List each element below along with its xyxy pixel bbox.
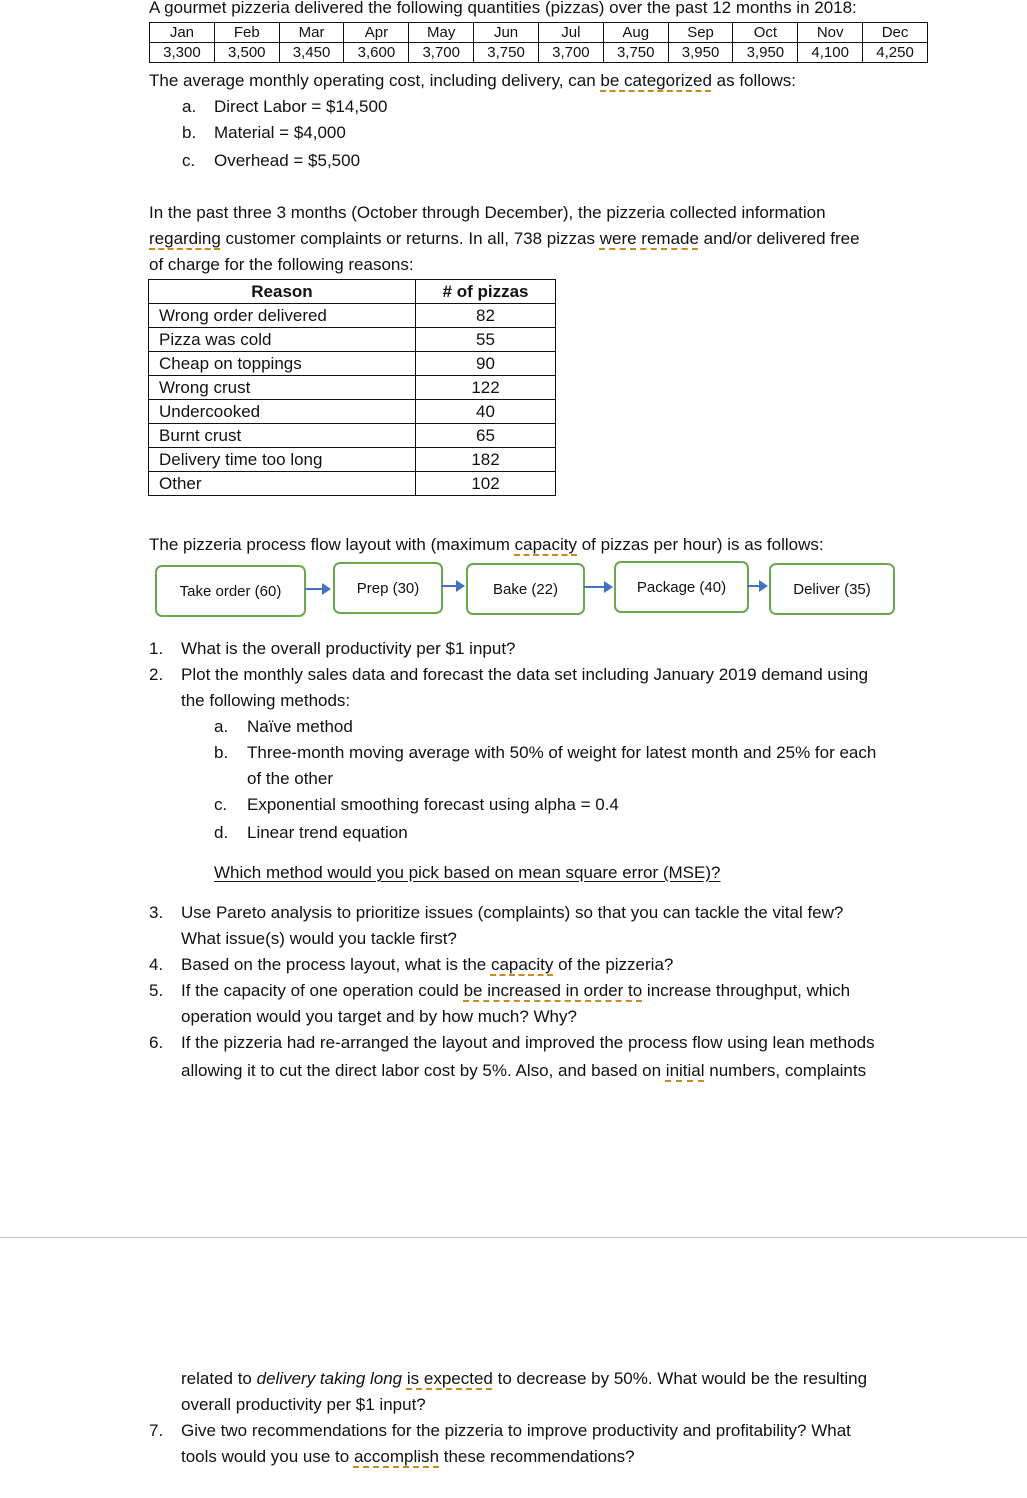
month-cell: Mar — [279, 23, 344, 43]
quantity-cell: 3,750 — [603, 43, 668, 63]
question-number: 3. — [149, 903, 164, 922]
reason-cell: Cheap on toppings — [149, 352, 416, 376]
spelling-flag: is expected — [406, 1369, 493, 1388]
cost-marker: c. — [182, 151, 196, 170]
reason-cell: Other — [149, 472, 416, 496]
month-cell: May — [409, 23, 474, 43]
question-text: Based on the process layout, what is the — [181, 955, 491, 974]
month-cell: Sep — [668, 23, 733, 43]
cost-marker: a. — [182, 97, 197, 116]
quantity-cell: 3,450 — [279, 43, 344, 63]
flow-arrow-icon — [305, 588, 329, 590]
question-text: to decrease by 50%. What would be the resulting — [492, 1369, 868, 1388]
table-row — [149, 376, 556, 400]
question-6-continued — [181, 1366, 867, 1392]
column-header: # of pizzas — [416, 280, 556, 304]
quantity-cell: 3,950 — [733, 43, 798, 63]
quantities-row — [150, 43, 928, 63]
question-6-continued: overall productivity per $1 input? — [181, 1395, 426, 1414]
cost-item: Material = $4,000 — [214, 123, 346, 142]
spelling-flag: be categorized — [600, 71, 712, 90]
process-step-deliver — [769, 563, 895, 615]
process-step-take-order — [155, 565, 306, 617]
complaints-paragraph: In the past three 3 months (October through December), the pizzeria collected information — [149, 203, 826, 222]
process-step-bake — [466, 563, 585, 615]
process-intro-text: of pizzas per hour) is as follows: — [577, 535, 824, 554]
cost-intro-text: as follows: — [711, 71, 797, 90]
month-cell: Feb — [214, 23, 279, 43]
spelling-flag: accomplish — [353, 1447, 439, 1466]
month-cell: Apr — [344, 23, 409, 43]
question-number: 1. — [149, 639, 164, 658]
table-row — [149, 400, 556, 424]
question-emphasis: delivery taking long — [256, 1369, 403, 1388]
month-cell: Jul — [538, 23, 603, 43]
question-5 — [181, 978, 850, 1004]
month-cell: Dec — [863, 23, 928, 43]
spelling-flag: be increased in order to — [463, 981, 643, 1000]
table-row — [149, 304, 556, 328]
question-number: 7. — [149, 1421, 164, 1440]
process-intro-text: The pizzeria process flow layout with (maximum — [149, 535, 515, 554]
count-cell: 40 — [416, 400, 556, 424]
method-marker: b. — [214, 743, 229, 762]
reason-cell: Delivery time too long — [149, 448, 416, 472]
page-break-divider — [0, 1237, 1027, 1238]
spelling-flag: regarding — [149, 229, 221, 248]
month-cell: Aug — [603, 23, 668, 43]
process-step-prep — [333, 562, 443, 614]
question-1: What is the overall productivity per $1 input? — [181, 639, 516, 658]
table-header-row — [149, 280, 556, 304]
count-cell: 182 — [416, 448, 556, 472]
quantity-cell: 3,300 — [150, 43, 215, 63]
table-row — [149, 352, 556, 376]
method-marker: d. — [214, 823, 229, 842]
method-item: Linear trend equation — [247, 823, 408, 842]
table-row — [149, 472, 556, 496]
month-cell: Jan — [150, 23, 215, 43]
method-marker: c. — [214, 795, 228, 814]
question-6: If the pizzeria had re-arranged the layout and improved the process flow using lean methods — [181, 1033, 875, 1052]
question-text: these recommendations? — [439, 1447, 635, 1466]
reason-cell: Pizza was cold — [149, 328, 416, 352]
column-header: Reason — [149, 280, 416, 304]
complaints-text: and/or delivered free — [698, 229, 860, 248]
mse-question: Which method would you pick based on mean square error (MSE)? — [214, 863, 721, 882]
process-step-label: Bake (22) — [492, 580, 559, 598]
quantity-cell: 3,750 — [474, 43, 539, 63]
cost-item: Direct Labor = $14,500 — [214, 97, 388, 116]
process-step-label: Take order (60) — [179, 582, 282, 600]
quantity-cell: 3,700 — [409, 43, 474, 63]
reason-cell: Wrong crust — [149, 376, 416, 400]
spelling-flag: initial — [665, 1061, 705, 1080]
month-cell: Nov — [798, 23, 863, 43]
question-6 — [181, 1058, 866, 1084]
table-row — [149, 424, 556, 448]
question-7: Give two recommendations for the pizzeria to improve productivity and profitability? What — [181, 1421, 851, 1440]
question-text: allowing it to cut the direct labor cost by 5%. Also, and based on — [181, 1061, 666, 1080]
complaints-paragraph: of charge for the following reasons: — [149, 255, 414, 274]
count-cell: 65 — [416, 424, 556, 448]
question-number: 4. — [149, 955, 164, 974]
question-text: increase throughput, which — [642, 981, 851, 1000]
count-cell: 82 — [416, 304, 556, 328]
question-2: the following methods: — [181, 691, 351, 710]
table-row — [149, 328, 556, 352]
question-text: If the capacity of one operation could — [181, 981, 464, 1000]
question-text: tools would you use to — [181, 1447, 354, 1466]
quantity-cell: 4,250 — [863, 43, 928, 63]
question-number: 2. — [149, 665, 164, 684]
question-4 — [181, 952, 673, 978]
method-item: Exponential smoothing forecast using alpha = 0.4 — [247, 795, 619, 814]
question-5: operation would you target and by how much? Why? — [181, 1007, 577, 1026]
method-item: of the other — [247, 769, 334, 788]
intro-text: A gourmet pizzeria delivered the following quantities (pizzas) over the past 12 months in 2018: — [149, 0, 857, 17]
quantity-cell: 3,500 — [214, 43, 279, 63]
question-3: What issue(s) would you tackle first? — [181, 929, 457, 948]
process-step-label: Package (40) — [636, 578, 727, 596]
complaints-text: customer complaints or returns. In all, 738 pizzas — [220, 229, 600, 248]
month-cell: Oct — [733, 23, 798, 43]
question-text: related to — [181, 1369, 257, 1388]
flow-arrow-icon — [584, 586, 611, 588]
flow-arrow-icon — [747, 585, 766, 587]
question-7 — [181, 1444, 635, 1470]
quantity-cell: 3,950 — [668, 43, 733, 63]
question-2: Plot the monthly sales data and forecast the data set including January 2019 demand using — [181, 665, 869, 684]
count-cell: 55 — [416, 328, 556, 352]
process-step-label: Prep (30) — [356, 579, 420, 597]
monthly-quantities-table — [149, 22, 928, 63]
question-3: Use Pareto analysis to prioritize issues (complaints) so that you can tackle the vital few? — [181, 903, 844, 922]
quantity-cell: 4,100 — [798, 43, 863, 63]
quantity-cell: 3,700 — [538, 43, 603, 63]
method-item: Three-month moving average with 50% of weight for latest month and 25% for each — [247, 743, 877, 762]
count-cell: 122 — [416, 376, 556, 400]
count-cell: 90 — [416, 352, 556, 376]
spelling-flag: were remade — [599, 229, 699, 248]
process-step-label: Deliver (35) — [793, 580, 871, 598]
question-text: numbers, complaints — [704, 1061, 867, 1080]
question-text: of the pizzeria? — [553, 955, 674, 974]
month-cell: Jun — [474, 23, 539, 43]
cost-intro — [149, 68, 796, 94]
question-number: 5. — [149, 981, 164, 1000]
complaints-paragraph — [149, 226, 860, 252]
process-step-package — [614, 561, 749, 613]
cost-item: Overhead = $5,500 — [214, 151, 361, 170]
reason-cell: Burnt crust — [149, 424, 416, 448]
method-item: Naïve method — [247, 717, 353, 736]
reason-cell: Wrong order delivered — [149, 304, 416, 328]
question-number: 6. — [149, 1033, 164, 1052]
complaints-table — [148, 279, 556, 496]
quantity-cell: 3,600 — [344, 43, 409, 63]
count-cell: 102 — [416, 472, 556, 496]
flow-arrow-icon — [441, 585, 463, 587]
cost-marker: b. — [182, 123, 197, 142]
process-intro — [149, 532, 824, 558]
months-row — [150, 23, 928, 43]
cost-intro-text: The average monthly operating cost, including delivery, can — [149, 71, 601, 90]
spelling-flag: capacity — [490, 955, 554, 974]
table-row — [149, 448, 556, 472]
spelling-flag: capacity — [514, 535, 577, 554]
reason-cell: Undercooked — [149, 400, 416, 424]
method-marker: a. — [214, 717, 229, 736]
